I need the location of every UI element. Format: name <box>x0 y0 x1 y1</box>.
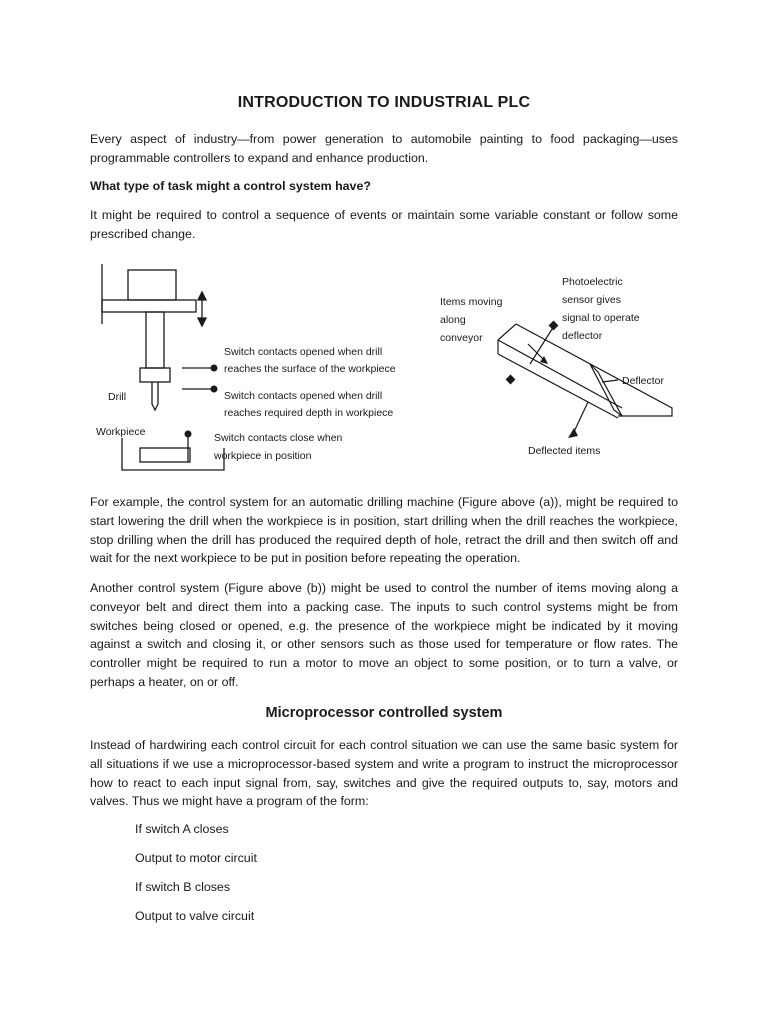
question-heading: What type of task might a control system have? <box>90 179 371 193</box>
label-switch3-line2: workpiece in position <box>214 450 312 462</box>
switch-depth-icon <box>211 386 218 393</box>
answer-paragraph: It might be required to control a sequence of events or maintain some variable constant or follow some prescribed change. <box>90 208 678 241</box>
example-paragraph: For example, the control system for an automatic drilling machine (Figure above (a)), might be required to start lowering the drill when the workpiece is in position, start drilling when the drill reaches the workpiece, stop drilling when the drill has produced the required depth of hole, retract the drill and then switch off and wait for the next workpiece to be put in position before repeating the operation. <box>90 495 678 566</box>
switch-surface-icon <box>211 365 218 372</box>
label-workpiece: Workpiece <box>96 426 146 438</box>
label-items-1: Items moving <box>440 296 503 308</box>
microprocessor-paragraph: Instead of hardwiring each control circuit for each control situation we can use the same basic system for all situations if we use a microprocessor-based system and write a program to instruct the microprocessor how to react to each input signal from, say, switches and give the required outputs to, say, motors and valves. Thus we might have a program of the form: <box>90 738 678 809</box>
drill-arm <box>102 300 196 312</box>
program-line: If switch A closes <box>135 822 229 836</box>
label-photo-1: Photoelectric <box>562 276 623 288</box>
drill-bit <box>152 382 158 410</box>
label-items-2: along <box>440 314 466 326</box>
label-switch1-line1: Switch contacts opened when drill <box>224 346 383 358</box>
figure-conveyor <box>432 266 692 466</box>
workpiece <box>140 448 190 462</box>
label-switch3-line1: Switch contacts close when <box>214 432 343 444</box>
drill-head <box>128 270 176 300</box>
label-photo-4: deflector <box>562 330 603 342</box>
label-items-3: conveyor <box>440 332 483 344</box>
label-deflected-items: Deflected items <box>528 445 601 457</box>
label-deflector: Deflector <box>622 375 665 387</box>
switch-position-icon <box>185 431 192 438</box>
label-switch1-line2: reaches the surface of the workpiece <box>224 363 396 375</box>
figure-drilling-machine <box>88 258 418 488</box>
photoelectric-sensor-icon <box>549 321 559 331</box>
conveyor-rail-2 <box>498 354 618 418</box>
program-line: Output to valve circuit <box>135 909 255 923</box>
label-switch2-line1: Switch contacts opened when drill <box>224 390 383 402</box>
intro-paragraph: Every aspect of industry—from power generation to automobile painting to food packaging—uses programmable controllers to expand and enhance production. <box>90 132 678 165</box>
spindle <box>146 312 164 368</box>
chuck <box>140 368 170 382</box>
label-switch2-line2: reaches required depth in workpiece <box>224 407 394 419</box>
conveyor-rail-1 <box>498 340 622 408</box>
section-title: Microprocessor controlled system <box>265 705 503 721</box>
label-photo-2: sensor gives <box>562 294 621 306</box>
another-paragraph: Another control system (Figure above (b)) might be used to control the number of items moving along a conveyor belt and direct them into a packing case. The inputs to such control systems might be from switches being closed or opened, e.g. the presence of the workpiece might be indicated by it moving against a switch and closing it, or other sensors such as those used for temperature or flow rates. The controller might be required to run a motor to move an object to some position, or to turn a valve, or perhaps a heater, on or off. <box>90 581 678 689</box>
label-photo-3: signal to operate <box>562 312 640 324</box>
label-drill: Drill <box>108 391 127 403</box>
workpiece-fixture <box>122 438 224 470</box>
program-line: Output to motor circuit <box>135 851 257 865</box>
page-title: INTRODUCTION TO INDUSTRIAL PLC <box>237 94 531 111</box>
sensor-receiver-icon <box>506 375 516 385</box>
program-line: If switch B closes <box>135 880 231 894</box>
